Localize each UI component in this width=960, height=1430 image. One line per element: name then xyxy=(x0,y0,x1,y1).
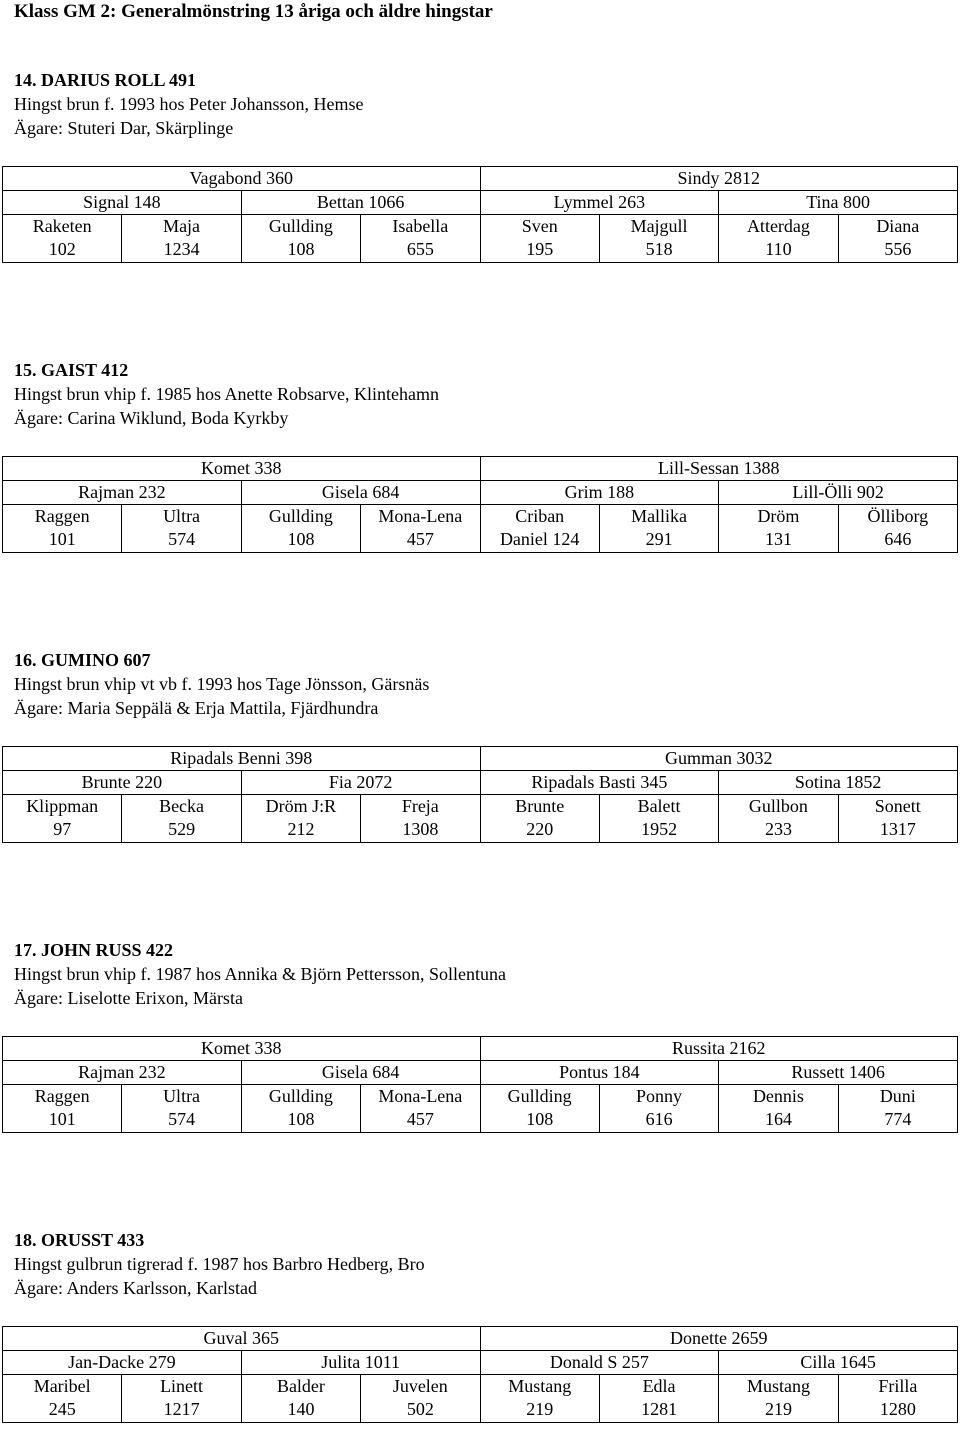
ancestor-number: 140 xyxy=(287,1399,315,1419)
ancestor-number: 219 xyxy=(526,1399,554,1419)
entry-header xyxy=(14,358,960,430)
great-grandparent-cell xyxy=(480,505,599,553)
stallion-entry xyxy=(0,1228,960,1419)
ancestor-number: 1317 xyxy=(879,819,916,839)
pedigree-table xyxy=(2,746,958,843)
great-grandparent-cell xyxy=(3,505,122,553)
ancestor-name: Dröm J:R xyxy=(265,796,337,816)
great-grandparent-cell xyxy=(599,505,718,553)
ancestor-name: Ölliborg xyxy=(867,506,929,526)
ancestor-name: Gullding xyxy=(507,1086,572,1106)
great-grandparent-cell xyxy=(599,1375,718,1423)
great-grandparent-cell xyxy=(361,795,480,843)
owner-info: Ägare: Carina Wiklund, Boda Kyrkby xyxy=(14,408,289,428)
ancestor-number: 102 xyxy=(48,239,76,259)
owner-info: Ägare: Maria Seppälä & Erja Mattila, Fjärdhundra xyxy=(14,698,379,718)
ancestor-number: 164 xyxy=(764,1109,792,1129)
ancestor-name: Ponny xyxy=(636,1086,683,1106)
great-grandparent-cell xyxy=(241,1085,360,1133)
ancestor-name: Juvelen xyxy=(392,1376,448,1396)
ancestor-name: Edla xyxy=(642,1376,676,1396)
ancestor-name: Freja xyxy=(401,796,439,816)
stallion-name: 14. DARIUS ROLL 491 xyxy=(14,70,197,90)
ancestor-number: 1234 xyxy=(163,239,200,259)
ancestor-number: 101 xyxy=(48,1109,76,1129)
ancestor-name: Mona-Lena xyxy=(378,1086,463,1106)
page-title: Klass GM 2: Generalmönstring 13 åriga och äldre hingstar xyxy=(14,1,493,22)
ancestor-name: Maja xyxy=(163,216,201,236)
grandparent-cell: Tina 800 xyxy=(719,191,958,215)
birth-info: Hingst gulbrun tigrerad f. 1987 hos Barbro Hedberg, Bro xyxy=(14,1254,425,1274)
great-grandparent-cell xyxy=(838,1085,957,1133)
great-grandparent-cell xyxy=(599,1085,718,1133)
great-grandparent-cell xyxy=(480,1085,599,1133)
grandparent-cell: Russett 1406 xyxy=(719,1061,958,1085)
ancestor-number: 502 xyxy=(406,1399,434,1419)
ancestor-name: Majgull xyxy=(630,216,688,236)
birth-info: Hingst brun vhip f. 1987 hos Annika & Björn Pettersson, Sollentuna xyxy=(14,964,506,984)
great-grandparent-cell xyxy=(122,1085,241,1133)
stallion-entry xyxy=(0,68,960,259)
great-grandparent-cell xyxy=(241,795,360,843)
grandparent-cell: Lill-Ölli 902 xyxy=(719,481,958,505)
dam-cell: Lill-Sessan 1388 xyxy=(480,457,958,481)
entry-header xyxy=(14,1228,960,1300)
ancestor-number: 556 xyxy=(884,239,912,259)
great-grandparent-cell xyxy=(3,795,122,843)
grandparent-cell: Lymmel 263 xyxy=(480,191,719,215)
pedigree-table xyxy=(2,1326,958,1423)
great-grandparent-cell xyxy=(599,795,718,843)
ancestor-number: 646 xyxy=(884,529,912,549)
great-grandparent-cell xyxy=(361,215,480,263)
ancestor-name: Becka xyxy=(159,796,205,816)
ancestor-name: Mustang xyxy=(746,1376,810,1396)
ancestor-name: Balder xyxy=(276,1376,325,1396)
grandparent-cell: Brunte 220 xyxy=(3,771,242,795)
ancestor-name: Isabella xyxy=(392,216,449,236)
ancestor-name: Gullding xyxy=(268,216,333,236)
dam-cell: Sindy 2812 xyxy=(480,167,958,191)
sire-cell: Vagabond 360 xyxy=(3,167,481,191)
grandparent-cell: Gisela 684 xyxy=(241,1061,480,1085)
ancestor-name: Raggen xyxy=(34,506,90,526)
great-grandparent-cell xyxy=(480,215,599,263)
great-grandparent-cell xyxy=(241,505,360,553)
stallion-entry xyxy=(0,938,960,1129)
grandparent-cell: Rajman 232 xyxy=(3,1061,242,1085)
grandparent-cell: Bettan 1066 xyxy=(241,191,480,215)
grandparent-cell: Donald S 257 xyxy=(480,1351,719,1375)
ancestor-name: Raketen xyxy=(32,216,92,236)
ancestor-number: 457 xyxy=(406,1109,434,1129)
ancestor-number: 97 xyxy=(53,819,72,839)
entry-header xyxy=(14,648,960,720)
ancestor-number: 529 xyxy=(168,819,196,839)
great-grandparent-cell xyxy=(241,215,360,263)
ancestor-number: 131 xyxy=(764,529,792,549)
grandparent-cell: Signal 148 xyxy=(3,191,242,215)
ancestor-name: Linett xyxy=(160,1376,204,1396)
ancestor-number: 108 xyxy=(287,1109,315,1129)
birth-info: Hingst brun vhip f. 1985 hos Anette Robsarve, Klintehamn xyxy=(14,384,439,404)
stallion-name: 17. JOHN RUSS 422 xyxy=(14,940,174,960)
great-grandparent-cell xyxy=(122,505,241,553)
ancestor-number: 1308 xyxy=(402,819,439,839)
ancestor-name: Gullding xyxy=(268,506,333,526)
ancestor-name: Brunte xyxy=(515,796,565,816)
stallion-name: 18. ORUSST 433 xyxy=(14,1230,145,1250)
great-grandparent-cell xyxy=(719,1375,838,1423)
great-grandparent-cell xyxy=(3,1085,122,1133)
ancestor-number: 195 xyxy=(526,239,554,259)
ancestor-name: Diana xyxy=(876,216,920,236)
ancestor-number: Daniel 124 xyxy=(499,529,580,549)
great-grandparent-cell xyxy=(480,1375,599,1423)
great-grandparent-cell xyxy=(480,795,599,843)
ancestor-number: 108 xyxy=(526,1109,554,1129)
pedigree-table xyxy=(2,456,958,553)
ancestor-name: Frilla xyxy=(878,1376,918,1396)
ancestor-number: 655 xyxy=(406,239,434,259)
owner-info: Ägare: Anders Karlsson, Karlstad xyxy=(14,1278,257,1298)
great-grandparent-cell xyxy=(361,1085,480,1133)
entry-header xyxy=(14,938,960,1010)
ancestor-number: 220 xyxy=(526,819,554,839)
great-grandparent-cell xyxy=(3,215,122,263)
ancestor-name: Balett xyxy=(637,796,681,816)
dam-cell: Russita 2162 xyxy=(480,1037,958,1061)
grandparent-cell: Gisela 684 xyxy=(241,481,480,505)
owner-info: Ägare: Stuteri Dar, Skärplinge xyxy=(14,118,234,138)
ancestor-number: 774 xyxy=(884,1109,912,1129)
sire-cell: Komet 338 xyxy=(3,457,481,481)
sire-cell: Komet 338 xyxy=(3,1037,481,1061)
great-grandparent-cell xyxy=(122,1375,241,1423)
great-grandparent-cell xyxy=(838,215,957,263)
stallion-entry xyxy=(0,358,960,549)
stallion-name: 15. GAIST 412 xyxy=(14,360,129,380)
ancestor-number: 110 xyxy=(765,239,792,259)
ancestor-number: 518 xyxy=(645,239,673,259)
ancestor-number: 1217 xyxy=(163,1399,200,1419)
ancestor-name: Klippman xyxy=(26,796,99,816)
great-grandparent-cell xyxy=(241,1375,360,1423)
grandparent-cell: Ripadals Basti 345 xyxy=(480,771,719,795)
grandparent-cell: Rajman 232 xyxy=(3,481,242,505)
great-grandparent-cell xyxy=(719,1085,838,1133)
ancestor-number: 1280 xyxy=(879,1399,916,1419)
grandparent-cell: Julita 1011 xyxy=(241,1351,480,1375)
ancestor-number: 291 xyxy=(645,529,673,549)
ancestor-number: 1281 xyxy=(641,1399,678,1419)
ancestor-name: Criban xyxy=(515,506,565,526)
grandparent-cell: Jan-Dacke 279 xyxy=(3,1351,242,1375)
sire-cell: Ripadals Benni 398 xyxy=(3,747,481,771)
grandparent-cell: Fia 2072 xyxy=(241,771,480,795)
ancestor-name: Sonett xyxy=(874,796,921,816)
ancestor-name: Raggen xyxy=(34,1086,90,1106)
ancestor-name: Ultra xyxy=(163,1086,201,1106)
ancestor-number: 616 xyxy=(645,1109,673,1129)
ancestor-number: 574 xyxy=(168,529,196,549)
ancestor-number: 212 xyxy=(287,819,315,839)
great-grandparent-cell xyxy=(719,795,838,843)
ancestor-name: Dennis xyxy=(752,1086,804,1106)
ancestor-number: 108 xyxy=(287,239,315,259)
ancestor-name: Gullbon xyxy=(748,796,808,816)
grandparent-cell: Pontus 184 xyxy=(480,1061,719,1085)
sire-cell: Guval 365 xyxy=(3,1327,481,1351)
ancestor-name: Mona-Lena xyxy=(378,506,463,526)
great-grandparent-cell xyxy=(719,215,838,263)
stallion-name: 16. GUMINO 607 xyxy=(14,650,151,670)
pedigree-table xyxy=(2,166,958,263)
great-grandparent-cell xyxy=(361,1375,480,1423)
stallion-entry xyxy=(0,648,960,839)
ancestor-name: Gullding xyxy=(268,1086,333,1106)
ancestor-number: 108 xyxy=(287,529,315,549)
ancestor-number: 574 xyxy=(168,1109,196,1129)
grandparent-cell: Sotina 1852 xyxy=(719,771,958,795)
birth-info: Hingst brun f. 1993 hos Peter Johansson, Hemse xyxy=(14,94,364,114)
pedigree-table xyxy=(2,1036,958,1133)
ancestor-number: 233 xyxy=(764,819,792,839)
ancestor-name: Mustang xyxy=(508,1376,572,1396)
grandparent-cell: Cilla 1645 xyxy=(719,1351,958,1375)
great-grandparent-cell xyxy=(838,505,957,553)
great-grandparent-cell xyxy=(599,215,718,263)
ancestor-number: 101 xyxy=(48,529,76,549)
grandparent-cell: Grim 188 xyxy=(480,481,719,505)
dam-cell: Donette 2659 xyxy=(480,1327,958,1351)
ancestor-name: Maribel xyxy=(33,1376,91,1396)
birth-info: Hingst brun vhip vt vb f. 1993 hos Tage Jönsson, Gärsnäs xyxy=(14,674,430,694)
ancestor-number: 457 xyxy=(406,529,434,549)
ancestor-number: 245 xyxy=(48,1399,76,1419)
ancestor-name: Duni xyxy=(879,1086,916,1106)
great-grandparent-cell xyxy=(838,795,957,843)
ancestor-name: Mallika xyxy=(631,506,688,526)
ancestor-number: 219 xyxy=(764,1399,792,1419)
ancestor-name: Sven xyxy=(521,216,558,236)
ancestor-name: Ultra xyxy=(163,506,201,526)
great-grandparent-cell xyxy=(361,505,480,553)
ancestor-number: 1952 xyxy=(641,819,678,839)
great-grandparent-cell xyxy=(3,1375,122,1423)
ancestor-name: Dröm xyxy=(757,506,800,526)
great-grandparent-cell xyxy=(719,505,838,553)
dam-cell: Gumman 3032 xyxy=(480,747,958,771)
great-grandparent-cell xyxy=(122,215,241,263)
great-grandparent-cell xyxy=(838,1375,957,1423)
owner-info: Ägare: Liselotte Erixon, Märsta xyxy=(14,988,243,1008)
entry-header xyxy=(14,68,960,140)
ancestor-name: Atterdag xyxy=(746,216,810,236)
great-grandparent-cell xyxy=(122,795,241,843)
